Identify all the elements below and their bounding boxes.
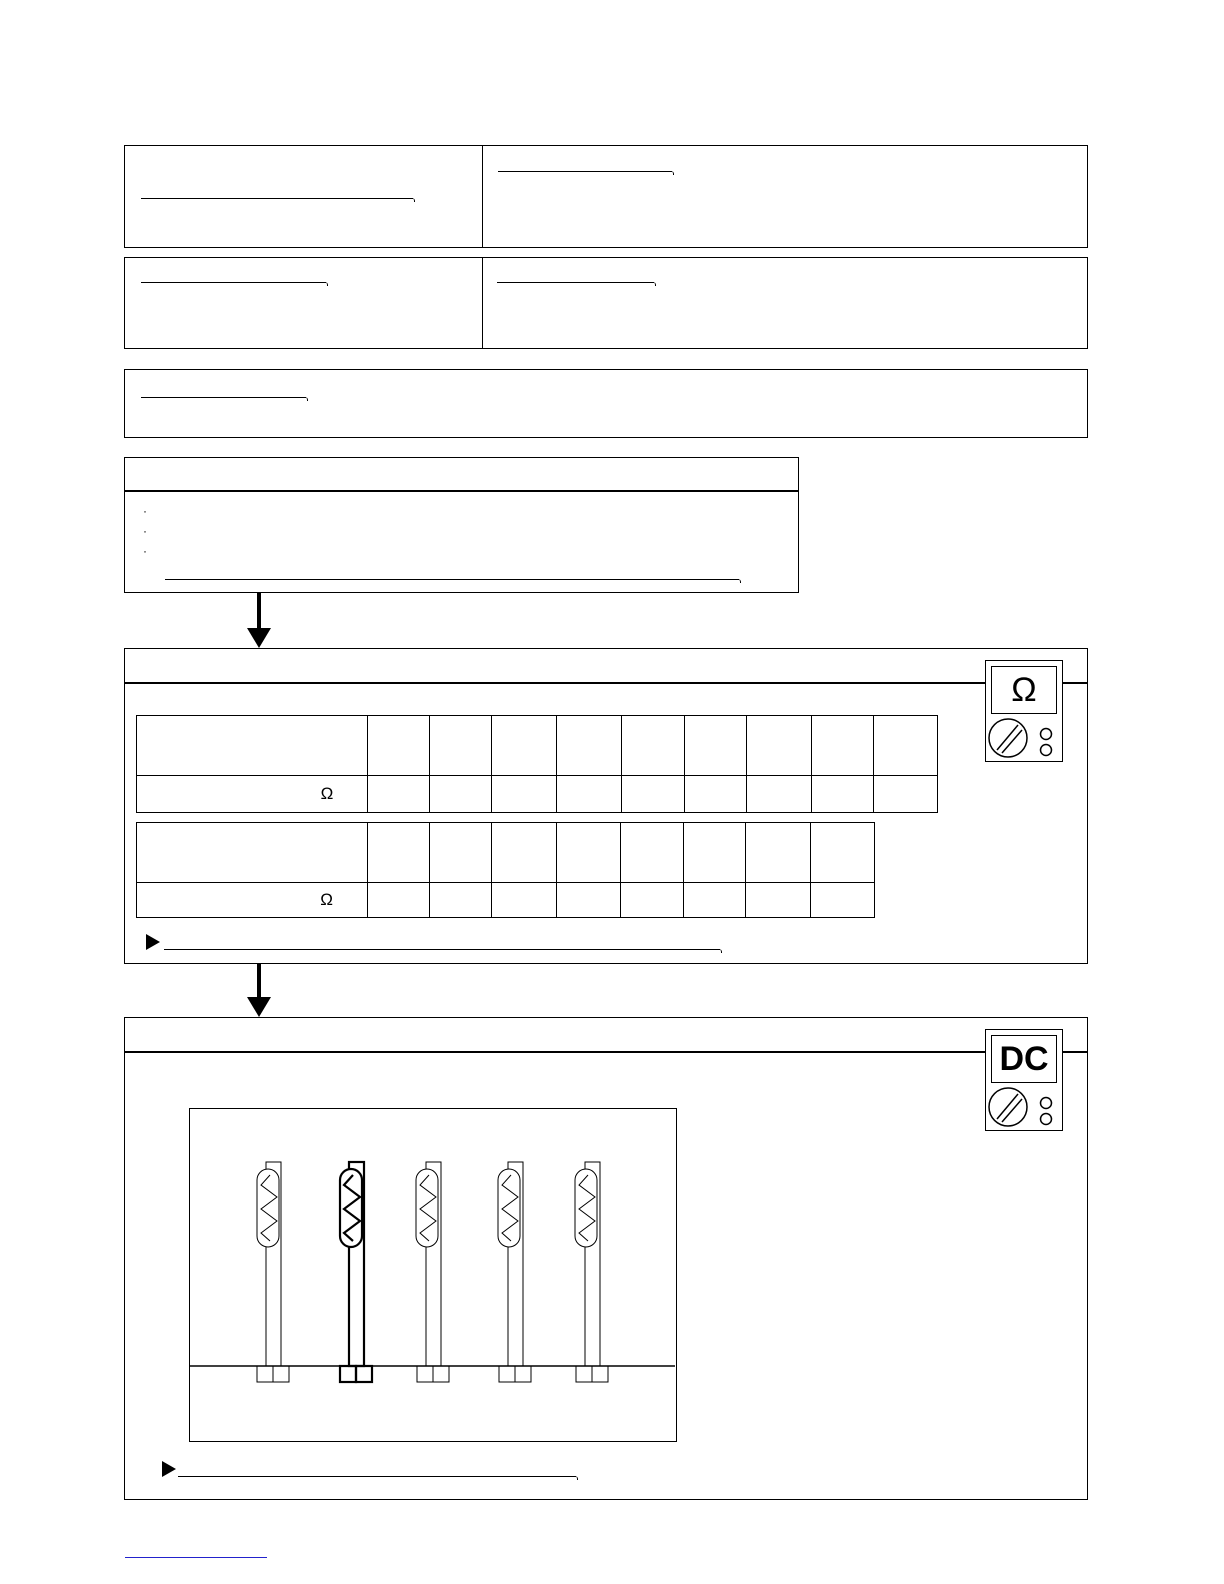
sensor-probe-icon <box>575 1162 608 1382</box>
field-underline <box>141 198 413 199</box>
table-cell <box>430 883 492 918</box>
resistance-unit-label: Ω <box>137 883 368 918</box>
sensor-probe-icon <box>416 1162 449 1382</box>
table-cell <box>557 823 621 883</box>
table-row <box>137 883 875 918</box>
field-underline <box>498 171 672 172</box>
field-underline <box>141 282 326 283</box>
ohm-symbol: Ω <box>1011 670 1037 709</box>
table-cell <box>811 776 873 813</box>
table-cell <box>368 823 430 883</box>
divider <box>482 146 483 247</box>
table-cell <box>430 776 492 813</box>
bullet: · <box>143 544 147 558</box>
triangle-right-icon <box>162 1461 176 1477</box>
info-box-wide <box>124 369 1088 438</box>
table-cell <box>621 776 684 813</box>
table-cell <box>746 716 811 776</box>
sensor-probe-icon <box>498 1162 531 1382</box>
info-box-top <box>124 145 1088 248</box>
bullet: · <box>143 504 147 518</box>
sensor-diagram <box>189 1108 677 1442</box>
table-cell <box>368 716 430 776</box>
field-underline <box>178 1476 576 1477</box>
arrow-down-icon <box>257 593 261 629</box>
table-cell <box>684 823 746 883</box>
table-cell <box>368 776 430 813</box>
sensor-probe-icon <box>340 1162 372 1382</box>
resistance-table-2 <box>136 822 875 918</box>
header-divider <box>125 490 798 492</box>
table-cell <box>137 716 368 776</box>
meter-dial-icon <box>985 1029 1063 1131</box>
table-cell <box>811 716 873 776</box>
arrow-down-icon <box>257 964 261 998</box>
table-row <box>137 776 938 813</box>
table-cell <box>684 883 746 918</box>
table-cell <box>746 776 811 813</box>
table-cell <box>684 716 746 776</box>
arrow-down-icon <box>247 628 271 648</box>
ohmmeter-icon <box>985 660 1063 762</box>
dc-voltmeter-icon <box>985 1029 1063 1131</box>
table-cell <box>811 823 875 883</box>
footer-link-underline[interactable] <box>125 1557 267 1558</box>
resistance-table-1 <box>136 715 938 813</box>
bullet: · <box>143 524 147 538</box>
table-cell <box>873 716 937 776</box>
field-underline <box>497 282 654 283</box>
divider <box>482 258 483 348</box>
table-cell <box>811 883 875 918</box>
sensor-probes-illustration <box>190 1109 675 1440</box>
sensor-probe-icon <box>257 1162 289 1382</box>
table-cell <box>746 883 811 918</box>
table-cell <box>621 823 684 883</box>
table-cell <box>430 823 492 883</box>
table-header-row <box>137 716 938 776</box>
table-cell <box>557 883 621 918</box>
arrow-down-icon <box>247 997 271 1017</box>
table-cell <box>430 716 492 776</box>
dc-label: DC <box>999 1039 1049 1078</box>
table-cell <box>684 776 746 813</box>
table-cell <box>557 776 621 813</box>
header-divider <box>125 1051 1087 1053</box>
table-cell <box>557 716 621 776</box>
preparation-box <box>124 457 799 593</box>
header-divider <box>125 682 1087 684</box>
meter-dial-icon <box>985 660 1063 762</box>
table-cell <box>873 776 937 813</box>
table-cell <box>492 716 557 776</box>
field-underline <box>164 949 720 950</box>
table-cell <box>492 776 557 813</box>
field-underline <box>141 397 306 398</box>
resistance-unit-label: Ω <box>137 776 368 813</box>
table-cell <box>492 823 557 883</box>
triangle-right-icon <box>146 934 160 950</box>
table-cell <box>492 883 557 918</box>
table-cell <box>621 883 684 918</box>
table-cell <box>368 883 430 918</box>
table-cell <box>746 823 811 883</box>
info-box-middle <box>124 257 1088 349</box>
table-cell <box>621 716 684 776</box>
field-underline <box>165 579 739 580</box>
table-header-row <box>137 823 875 883</box>
table-cell <box>137 823 368 883</box>
